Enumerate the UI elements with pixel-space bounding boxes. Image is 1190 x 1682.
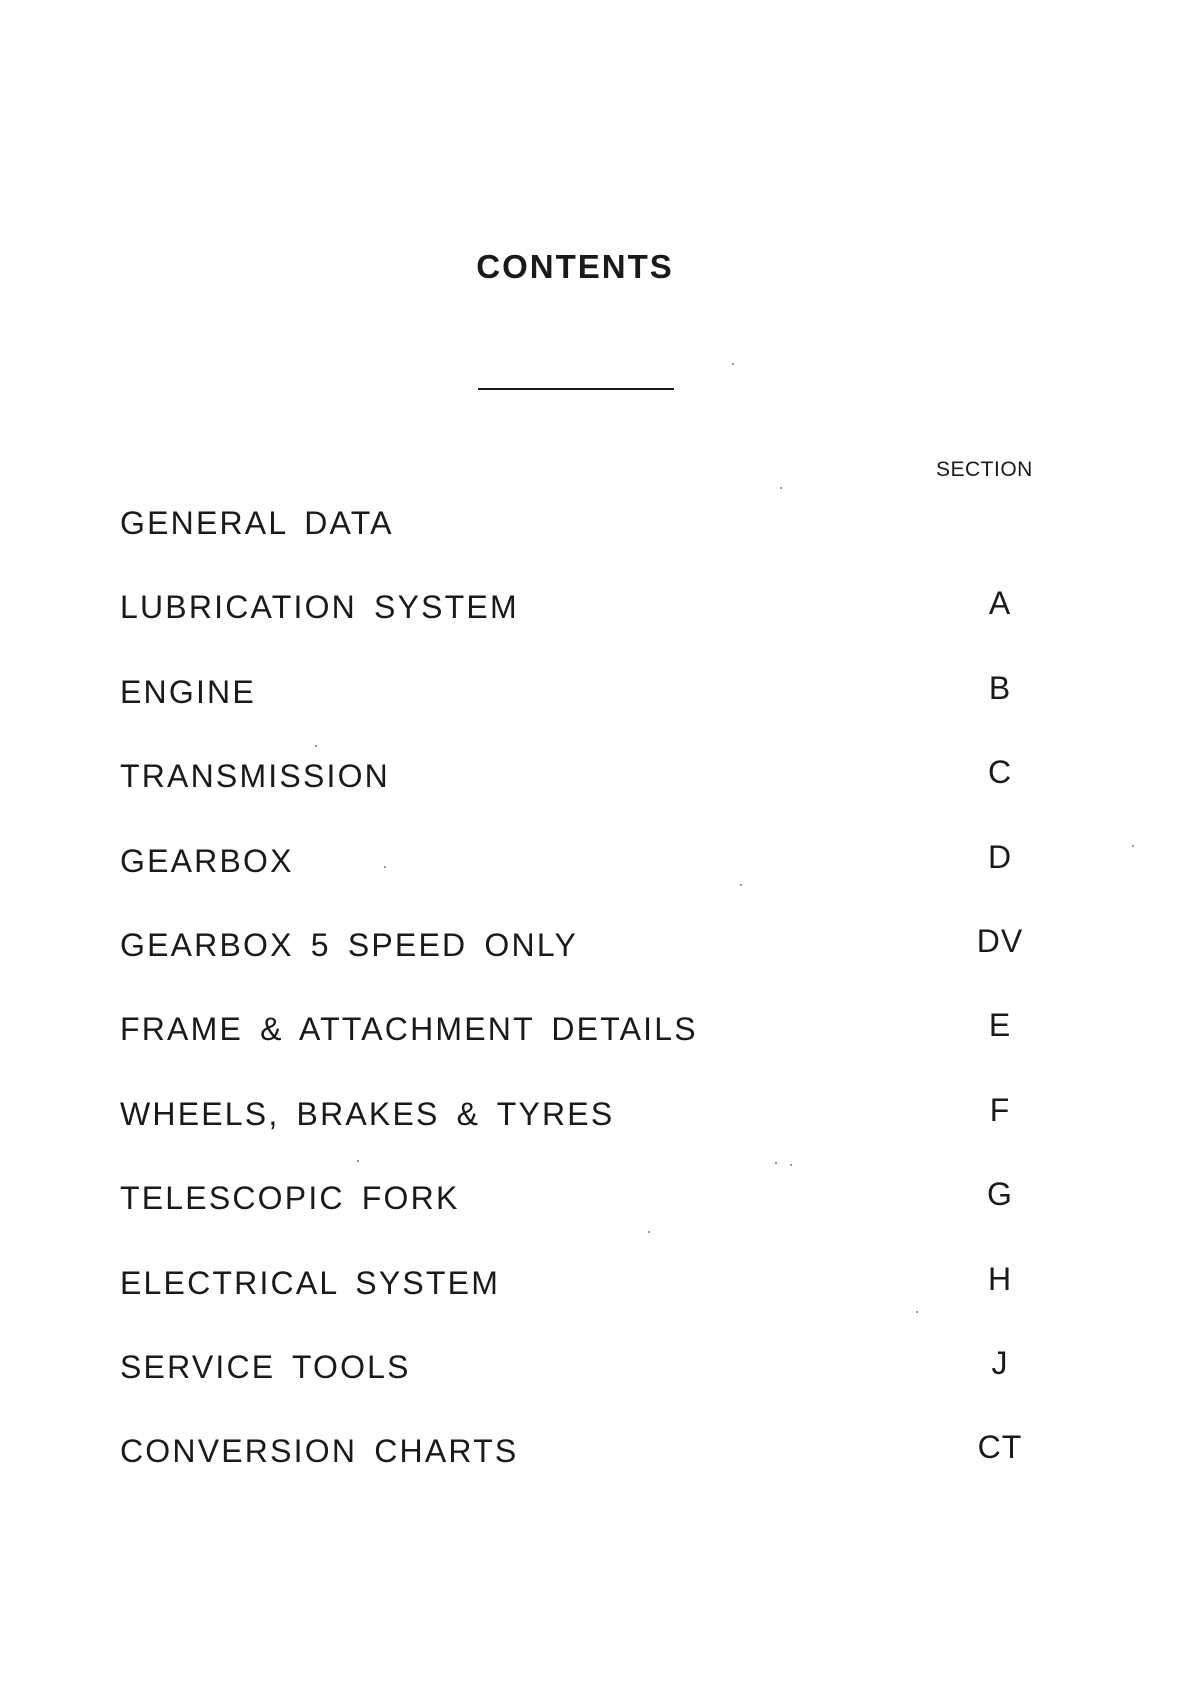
toc-entry-label: GEARBOX 5 SPEED ONLY	[120, 926, 578, 963]
toc-entry-label: GEARBOX	[120, 842, 294, 879]
toc-entry-label: WHEELS, BRAKES & TYRES	[120, 1095, 615, 1132]
toc-entry	[120, 838, 1040, 927]
toc-entry-label: ELECTRICAL SYSTEM	[120, 1264, 501, 1301]
toc-entry-section: C	[987, 754, 1013, 791]
toc-entry-section: DV	[976, 922, 1024, 959]
toc-entry-label: TELESCOPIC FORK	[120, 1180, 460, 1217]
page-title: CONTENTS	[476, 248, 674, 285]
toc-entry-section: B	[988, 669, 1012, 706]
scan-speck	[732, 363, 734, 365]
scan-speck	[1132, 845, 1134, 847]
toc-entry	[120, 1260, 1040, 1349]
toc-entry-section: H	[987, 1260, 1013, 1297]
toc-entry-label: ENGINE	[120, 673, 256, 710]
toc-entry	[120, 585, 1040, 673]
toc-entry	[120, 1344, 1040, 1433]
scan-speck	[384, 866, 386, 868]
toc-entry	[120, 754, 1040, 842]
scan-speck	[740, 884, 742, 886]
scan-speck	[780, 487, 782, 489]
toc-entry-section: F	[989, 1091, 1011, 1128]
title-underline-divider	[478, 388, 674, 390]
scan-speck	[775, 1162, 777, 1164]
scan-speck	[357, 1160, 359, 1162]
toc-entry	[120, 1176, 1040, 1264]
toc-entry-section: D	[987, 838, 1013, 875]
toc-entry	[120, 922, 1040, 1011]
section-column-header: SECTION	[936, 458, 1033, 481]
toc-entry-section: E	[988, 1007, 1012, 1044]
toc-entry	[120, 1007, 1040, 1095]
toc-entry-section: J	[991, 1344, 1009, 1381]
toc-entry-label: SERVICE TOOLS	[120, 1348, 411, 1385]
toc-entry-section: A	[988, 585, 1012, 622]
scan-speck	[648, 1231, 650, 1233]
table-of-contents	[120, 505, 1040, 1518]
toc-entry-section: G	[987, 1176, 1013, 1213]
scan-speck	[916, 1311, 918, 1313]
scan-speck	[790, 1164, 792, 1166]
toc-entry-label: TRANSMISSION	[120, 758, 390, 795]
scan-speck	[315, 745, 317, 747]
toc-entry-label: GENERAL DATA	[120, 505, 394, 541]
toc-entry	[120, 505, 1040, 589]
toc-entry-label: LUBRICATION SYSTEM	[120, 589, 519, 626]
toc-entry-section: CT	[977, 1429, 1023, 1466]
toc-entry	[120, 1091, 1040, 1180]
toc-entry	[120, 1429, 1040, 1517]
toc-entry-label: FRAME & ATTACHMENT DETAILS	[120, 1011, 698, 1048]
toc-entry-label: CONVERSION CHARTS	[120, 1433, 519, 1470]
toc-entry	[120, 669, 1040, 758]
